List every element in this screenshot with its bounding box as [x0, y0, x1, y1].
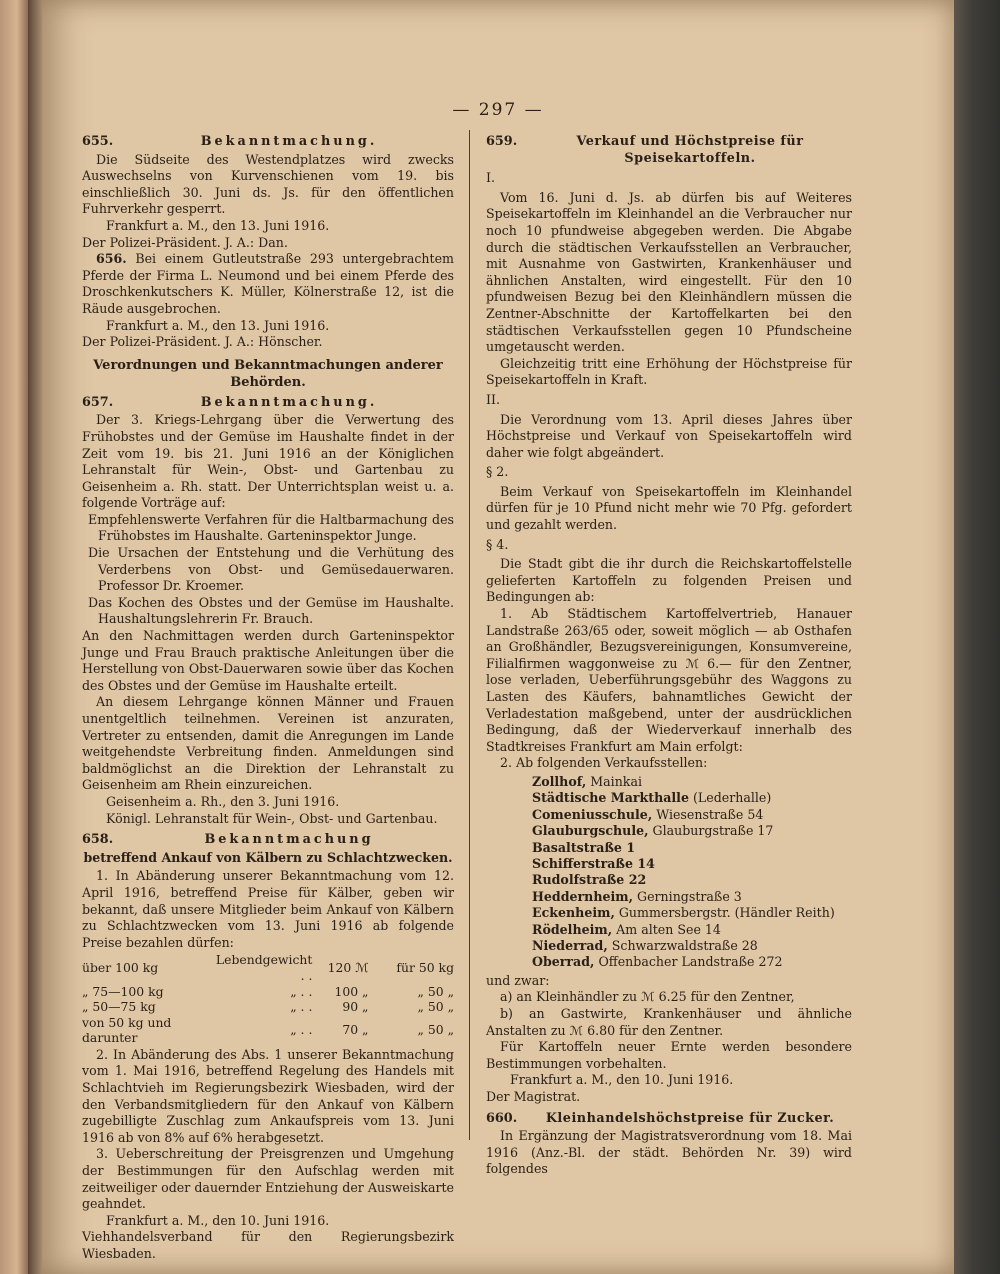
list-item: Zollhof, Mainkai — [532, 773, 642, 789]
lecture-item: Die Ursachen der Entstehung und die Verhütung des Verderbens von Obst- und Gemüsedauerwaren. Professor Dr. Kroemer. — [88, 545, 454, 594]
notice-title: Bekanntmachung — [204, 832, 374, 848]
table-row: „ 75—100 kg „ . . 100 „ „ 50 „ — [82, 983, 454, 999]
notice-658-p1: 1. In Abänderung unserer Bekanntmachung vom 12. April 1916, betreffend Preise für Kälber, geben wir bekannt, daß unsere Mitglieder beim Ankauf von Kälbern zu Schlachtzwecken vom 13. Juni 1916 ab folgende Preise bezahlen dürfen: — [82, 868, 454, 950]
notice-658-place: Frankfurt a. M., den 10. Juni 1916. — [106, 1212, 330, 1228]
notice-657-signature: Königl. Lehranstalt für Wein-, Obst- und Gartenbau. — [106, 810, 438, 826]
notice-657-body3: An diesem Lehrgange können Männer und Frauen unentgeltlich teilnehmen. Vereinen ist anzuraten, Vertreter zu entsenden, damit die Anregungen im Lande weitgehendste Verbreitung finden. Anmeldungen sind baldmöglichst an die Direktion der Lehranstalt zu Geisenheim am Rhein einzureichen. — [82, 694, 454, 793]
notice-number: 656. — [96, 251, 127, 267]
notice-657-body2: An den Nachmittagen werden durch Garteninspektor Junge und Frau Brauch praktische Anleitungen über die Herstellung von Obst-Dauerwaren sowie über das Kochen des Obstes und der Gemüse im Haushalte erteilt. — [82, 628, 454, 693]
table-row: „ 50—75 kg „ . . 90 „ „ 50 „ — [82, 999, 454, 1015]
list-item: Rödelheim, Am alten See 14 — [532, 921, 721, 937]
notice-655-place: Frankfurt a. M., den 13. Juni 1916. — [106, 217, 330, 233]
notice-656-place: Frankfurt a. M., den 13. Juni 1916. — [106, 317, 330, 333]
list-item: Heddernheim, Gerningstraße 3 — [532, 888, 742, 904]
paragraph-number: § 4. — [486, 536, 509, 552]
notice-656-body: 656. Bei einem Gutleutstraße 293 untergebrachtem Pferde der Firma L. Neumond und bei einem Pferde des Droschkenkutschers K. Müller, Kölnerstraße 12, ist die Räude ausgebrochen. — [82, 251, 454, 316]
list-item: Basaltstraße 1 — [532, 839, 636, 855]
table-row: über 100 kg Lebendgewicht . . 120 ℳ für 50 kg — [82, 952, 454, 983]
notice-659-header — [486, 134, 852, 167]
notice-number: 655. — [82, 134, 114, 149]
notice-659-p7: 2. Ab folgenden Verkaufsstellen: — [500, 755, 708, 771]
list-item: Comeniusschule, Wiesenstraße 54 — [532, 806, 764, 822]
column-divider — [469, 130, 470, 1140]
notice-659-p2: Gleichzeitig tritt eine Erhöhung der Höchstpreise für Speisekartoffeln in Kraft. — [486, 355, 852, 388]
notice-title: Kleinhandelshöchstpreise für Zucker. — [545, 1110, 835, 1126]
lecture-item: Das Kochen des Obstes und der Gemüse im Haushalte. Haushaltungslehrerin Fr. Brauch. — [88, 594, 454, 627]
list-item: Rudolfstraße 22 — [532, 872, 647, 888]
lecture-item: Empfehlenswerte Verfahren für die Haltbarmachung des Frühobstes im Haushalte. Garteninspektor Junge. — [88, 511, 454, 544]
list-item: Glauburgschule, Glauburgstraße 17 — [532, 823, 774, 839]
notice-659-a: a) an Kleinhändler zu ℳ 6.25 für den Zentner, — [500, 989, 795, 1005]
book-gutter — [28, 0, 42, 1274]
table-row: von 50 kg und darunter „ . . 70 „ „ 50 „ — [82, 1014, 454, 1046]
notice-659-place: Frankfurt a. M., den 10. Juni 1916. — [510, 1072, 734, 1088]
list-item: Eckenheim, Gummersbergstr. (Händler Reith) — [532, 905, 835, 921]
notice-number: 657. — [82, 394, 114, 410]
notice-658-subtitle: betreffend Ankauf von Kälbern zu Schlachtzwecken. — [83, 849, 453, 865]
notice-number: 659. — [486, 134, 518, 149]
notice-659-p4: Beim Verkauf von Speisekartoffeln im Kleinhandel dürfen für je 10 Pfund nicht mehr wie 70 Pfg. gefordert und gezahlt werden. — [486, 483, 852, 533]
sales-points-list — [532, 774, 852, 971]
notice-657-body: Der 3. Kriegs-Lehrgang über die Verwertung des Frühobstes und der Gemüse im Haushalte findet in der Zeit vom 19. bis 21. Juni 1916 an der Königlichen Lehranstalt für Wein-, Obst- und Gartenbau zu Geisenheim a. Rh. statt. Der Unterrichtsplan weist u. a. folgende Vorträge auf: — [82, 412, 454, 511]
adjacent-page-edge — [0, 0, 28, 1274]
notice-656-signature: Der Polizei-Präsident. J. A.: Hönscher. — [82, 334, 323, 350]
left-column — [82, 134, 454, 1263]
notice-number: 658. — [82, 832, 114, 848]
right-column — [486, 134, 852, 1178]
notice-number: 660. — [486, 1110, 518, 1126]
notice-title: Bekanntmachung. — [200, 134, 378, 149]
book-cover-edge — [954, 0, 1000, 1274]
roman-numeral: II. — [486, 391, 500, 407]
section-title: Verordnungen und Bekanntmachungen anderer Behörden. — [93, 357, 443, 390]
notice-title: Verkauf und Höchstpreise für Speisekartoffeln. — [576, 134, 804, 166]
notice-658-p3: 3. Ueberschreitung der Preisgrenzen und Umgehung der Bestimmungen für den Aufschlag werden mit zeitweiliger oder dauernder Entziehung der Ausweiskarte geahndet. — [82, 1146, 454, 1212]
notice-659-b: b) an Gastwirte, Krankenhäuser und ähnliche Anstalten zu ℳ 6.80 für den Zentner. — [486, 1006, 852, 1038]
list-item: Schifferstraße 14 — [532, 856, 655, 871]
notice-658-header — [82, 832, 454, 849]
notice-655-signature: Der Polizei-Präsident. J. A.: Dan. — [82, 234, 288, 250]
notice-657-header — [82, 395, 454, 412]
notice-659-p8: Für Kartoffeln neuer Ernte werden besondere Bestimmungen vorbehalten. — [486, 1039, 852, 1071]
notice-658-signature: Viehhandelsverband für den Regierungsbezirk Wiesbaden. — [82, 1229, 454, 1261]
notice-660-header — [486, 1111, 852, 1128]
notice-655-body: Die Südseite des Westendplatzes wird zwecks Auswechselns von Kurvenschienen vom 19. bis einschließlich 30. Juni ds. Js. für den öffentlichen Fuhrverkehr gesperrt. — [82, 151, 454, 217]
notice-659-p1: Vom 16. Juni d. Js. ab dürfen bis auf Weiteres Speisekartoffeln im Kleinhandel an die Verbraucher nur noch 10 pfundweise abgegeben werden. Die Abgabe durch die städtischen Verkaufsstellen an Verbraucher, mit Ausnahme von Gastwirten, Krankenhäuser und ähnlichen Anstalten, wird eingestellt. Für den 10 pfundweisen Bezug bei den Kleinhändlern müssen die Zentner-Abschnitte der Kartoffelkarten bei den städtischen Verkaufsstellen gegen 10 Pfundscheine umgetauscht werden. — [486, 189, 852, 355]
notice-657-place: Geisenheim a. Rh., den 3. Juni 1916. — [106, 793, 340, 809]
notice-title: Bekanntmachung. — [200, 394, 378, 410]
list-item: Oberrad, Offenbacher Landstraße 272 — [532, 954, 783, 970]
list-item: Niederrad, Schwarzwaldstraße 28 — [532, 938, 758, 954]
notice-659-p5: Die Stadt gibt die ihr durch die Reichskartoffelstelle gelieferten Kartoffeln zu folgenden Preisen und Bedingungen ab: — [486, 556, 852, 605]
notice-659-p3: Die Verordnung vom 13. April dieses Jahres über Höchstpreise und Verkauf von Speisekartoffeln wird daher wie folgt abgeändert. — [486, 411, 852, 460]
list-item: Städtische Markthalle (Lederhalle) — [532, 790, 772, 806]
calf-price-table — [82, 952, 454, 1046]
notice-658-p2: 2. In Abänderung des Abs. 1 unserer Bekanntmachung vom 1. Mai 1916, betreffend Regelung des Handels mit Schlachtvieh im Regierungsbezirk Wiesbaden, wird der den Verbandsmitgliedern für den Ankauf von Kälbern zugebilligte Zuschlag zum Ankaufspreis vom 13. Juni 1916 ab von 8% auf 6% herabgesetzt. — [82, 1046, 454, 1145]
paragraph-number: § 2. — [486, 464, 509, 480]
notice-659-zwar: und zwar: — [486, 972, 550, 988]
notice-659-signature: Der Magistrat. — [486, 1089, 581, 1104]
notice-659-p6: 1. Ab Städtischem Kartoffelvertrieb, Hanauer Landstraße 263/65 oder, soweit möglich — ab Osthafen an Großhändler, Bezugsvereinigungen, Konsumvereine, Filialfirmen waggonweise zu ℳ 6.— für den Zentner, lose verladen, Ueberführungsgebühr des Waggons zu Lasten des Käufers, bahnamtliches Gewicht der Verladestation maßgebend, unter der ausdrücklichen Bedingung, daß der Wiederverkauf innerhalb des Stadtkreises Frankfurt am Main erfolgt: — [486, 606, 852, 754]
page-number: — 297 — — [452, 100, 544, 120]
roman-numeral: I. — [486, 170, 495, 186]
notice-655-header — [82, 134, 454, 151]
notice-660-p1: In Ergänzung der Magistratsverordnung vom 18. Mai 1916 (Anz.-Bl. der städt. Behörden Nr. 39) wird folgendes — [486, 1128, 852, 1177]
document-page — [42, 0, 954, 1274]
